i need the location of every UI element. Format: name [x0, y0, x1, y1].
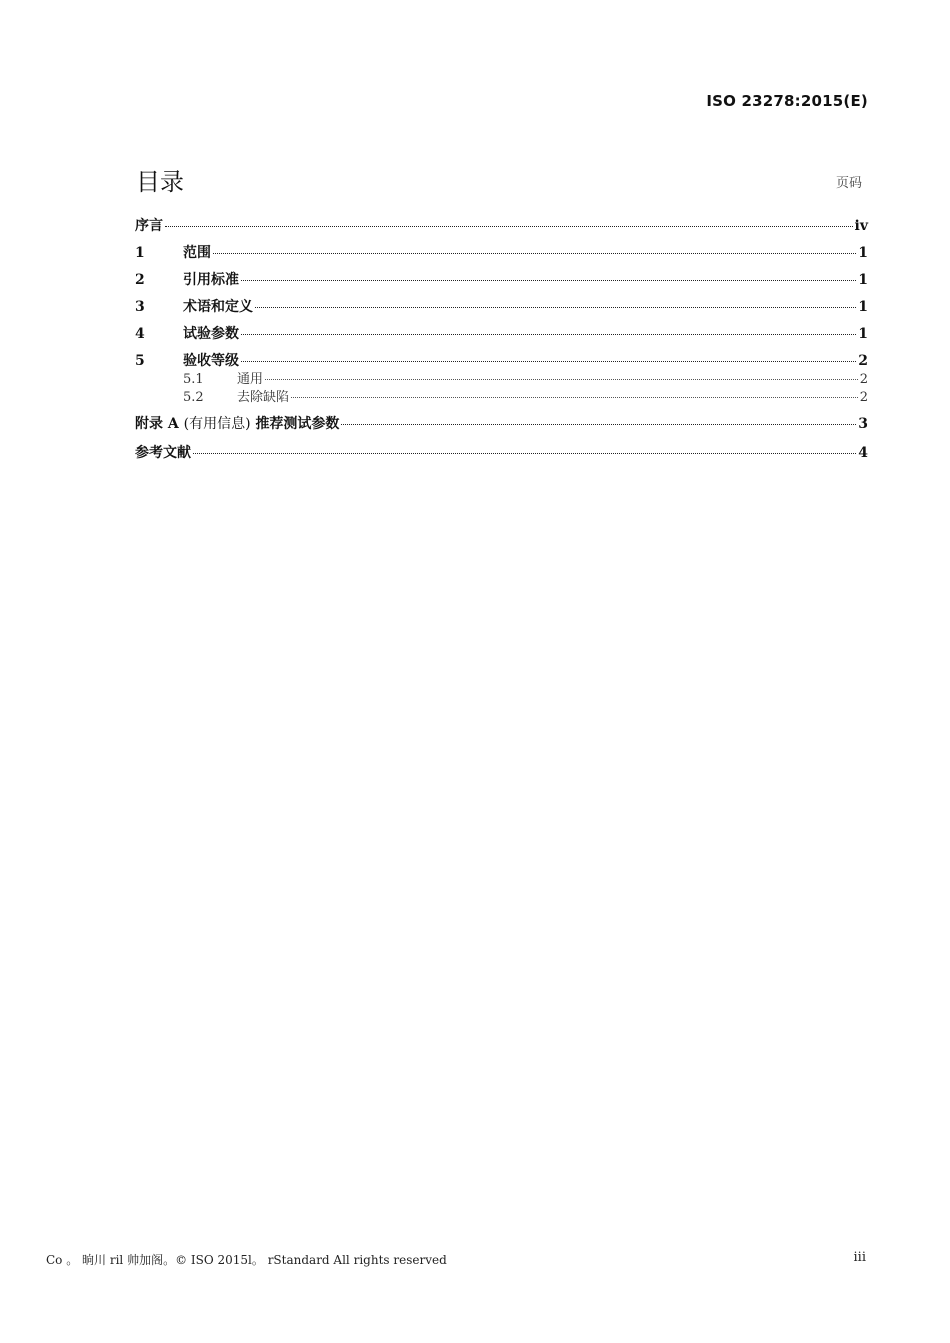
toc-entry-title: 参考文献: [135, 445, 191, 461]
dot-leader: [265, 379, 858, 380]
dot-leader: [213, 253, 856, 254]
toc-entry-page: 1: [858, 272, 868, 288]
dot-leader: [291, 397, 858, 398]
toc-subentry-removal-of-defects[interactable]: [135, 386, 868, 405]
toc-entry-page: 2: [859, 372, 868, 387]
footer-page-number: iii: [853, 1250, 866, 1265]
toc-entry-number: 5.2: [183, 390, 204, 405]
toc-entry-page: 3: [858, 416, 868, 432]
toc-entry-title: 序言: [135, 218, 163, 234]
toc-entry-number: 5.1: [183, 372, 204, 387]
toc-entry-acceptance-levels[interactable]: [135, 350, 868, 370]
toc-entry-scope[interactable]: [135, 242, 868, 262]
annex-informative-note: (有用信息): [183, 416, 251, 432]
toc-entry-page: 2: [858, 353, 868, 369]
toc-entry-bibliography[interactable]: [135, 442, 868, 462]
page-column-label: 页码: [835, 176, 862, 191]
document-id: ISO 23278:2015(E): [706, 92, 868, 110]
toc-entry-title: 术语和定义: [183, 299, 253, 315]
annex-label: 附录 A: [135, 416, 179, 432]
dot-leader: [341, 424, 856, 425]
toc-entry-foreword[interactable]: [135, 215, 868, 235]
dot-leader: [193, 453, 856, 454]
toc-entry-number: 2: [135, 272, 145, 288]
toc-subentry-general[interactable]: [135, 368, 868, 387]
toc-entry-annex-a[interactable]: [135, 413, 868, 433]
toc-entry-page: 2: [859, 390, 868, 405]
toc-entry-title: 范围: [183, 245, 211, 261]
toc-entry-number: 3: [135, 299, 145, 315]
toc-entry-title: 试验参数: [183, 326, 239, 342]
toc-entry-page: 1: [858, 245, 868, 261]
dot-leader: [165, 226, 853, 227]
toc-entry-page: 1: [858, 326, 868, 342]
toc-entry-page: 4: [858, 445, 868, 461]
dot-leader: [241, 361, 856, 362]
dot-leader: [255, 307, 856, 308]
toc-entry-terms[interactable]: [135, 296, 868, 316]
toc-entry-title: [135, 413, 339, 433]
footer-copyright: Co 。 晌川 ril 帅加阁。© ISO 2015l。 rStandard All rights reserved: [46, 1253, 447, 1267]
dot-leader: [241, 334, 856, 335]
toc-entry-title: 去除缺陷: [237, 390, 290, 405]
toc-entry-test-parameters[interactable]: [135, 323, 868, 343]
toc-entry-title: 通用: [237, 372, 264, 387]
toc-title: 目录: [136, 168, 184, 196]
annex-title: 推荐测试参数: [255, 416, 340, 432]
toc-entry-title: 验收等级: [183, 353, 239, 369]
toc-entry-title: 引用标准: [183, 272, 239, 288]
toc-entry-number: 1: [135, 245, 145, 261]
toc-entry-normative-references[interactable]: [135, 269, 868, 289]
toc-entry-page: 1: [858, 299, 868, 315]
toc-entry-number: 5: [135, 353, 145, 369]
dot-leader: [241, 280, 856, 281]
toc-entry-number: 4: [135, 326, 145, 342]
toc-entry-page: iv: [854, 218, 868, 234]
